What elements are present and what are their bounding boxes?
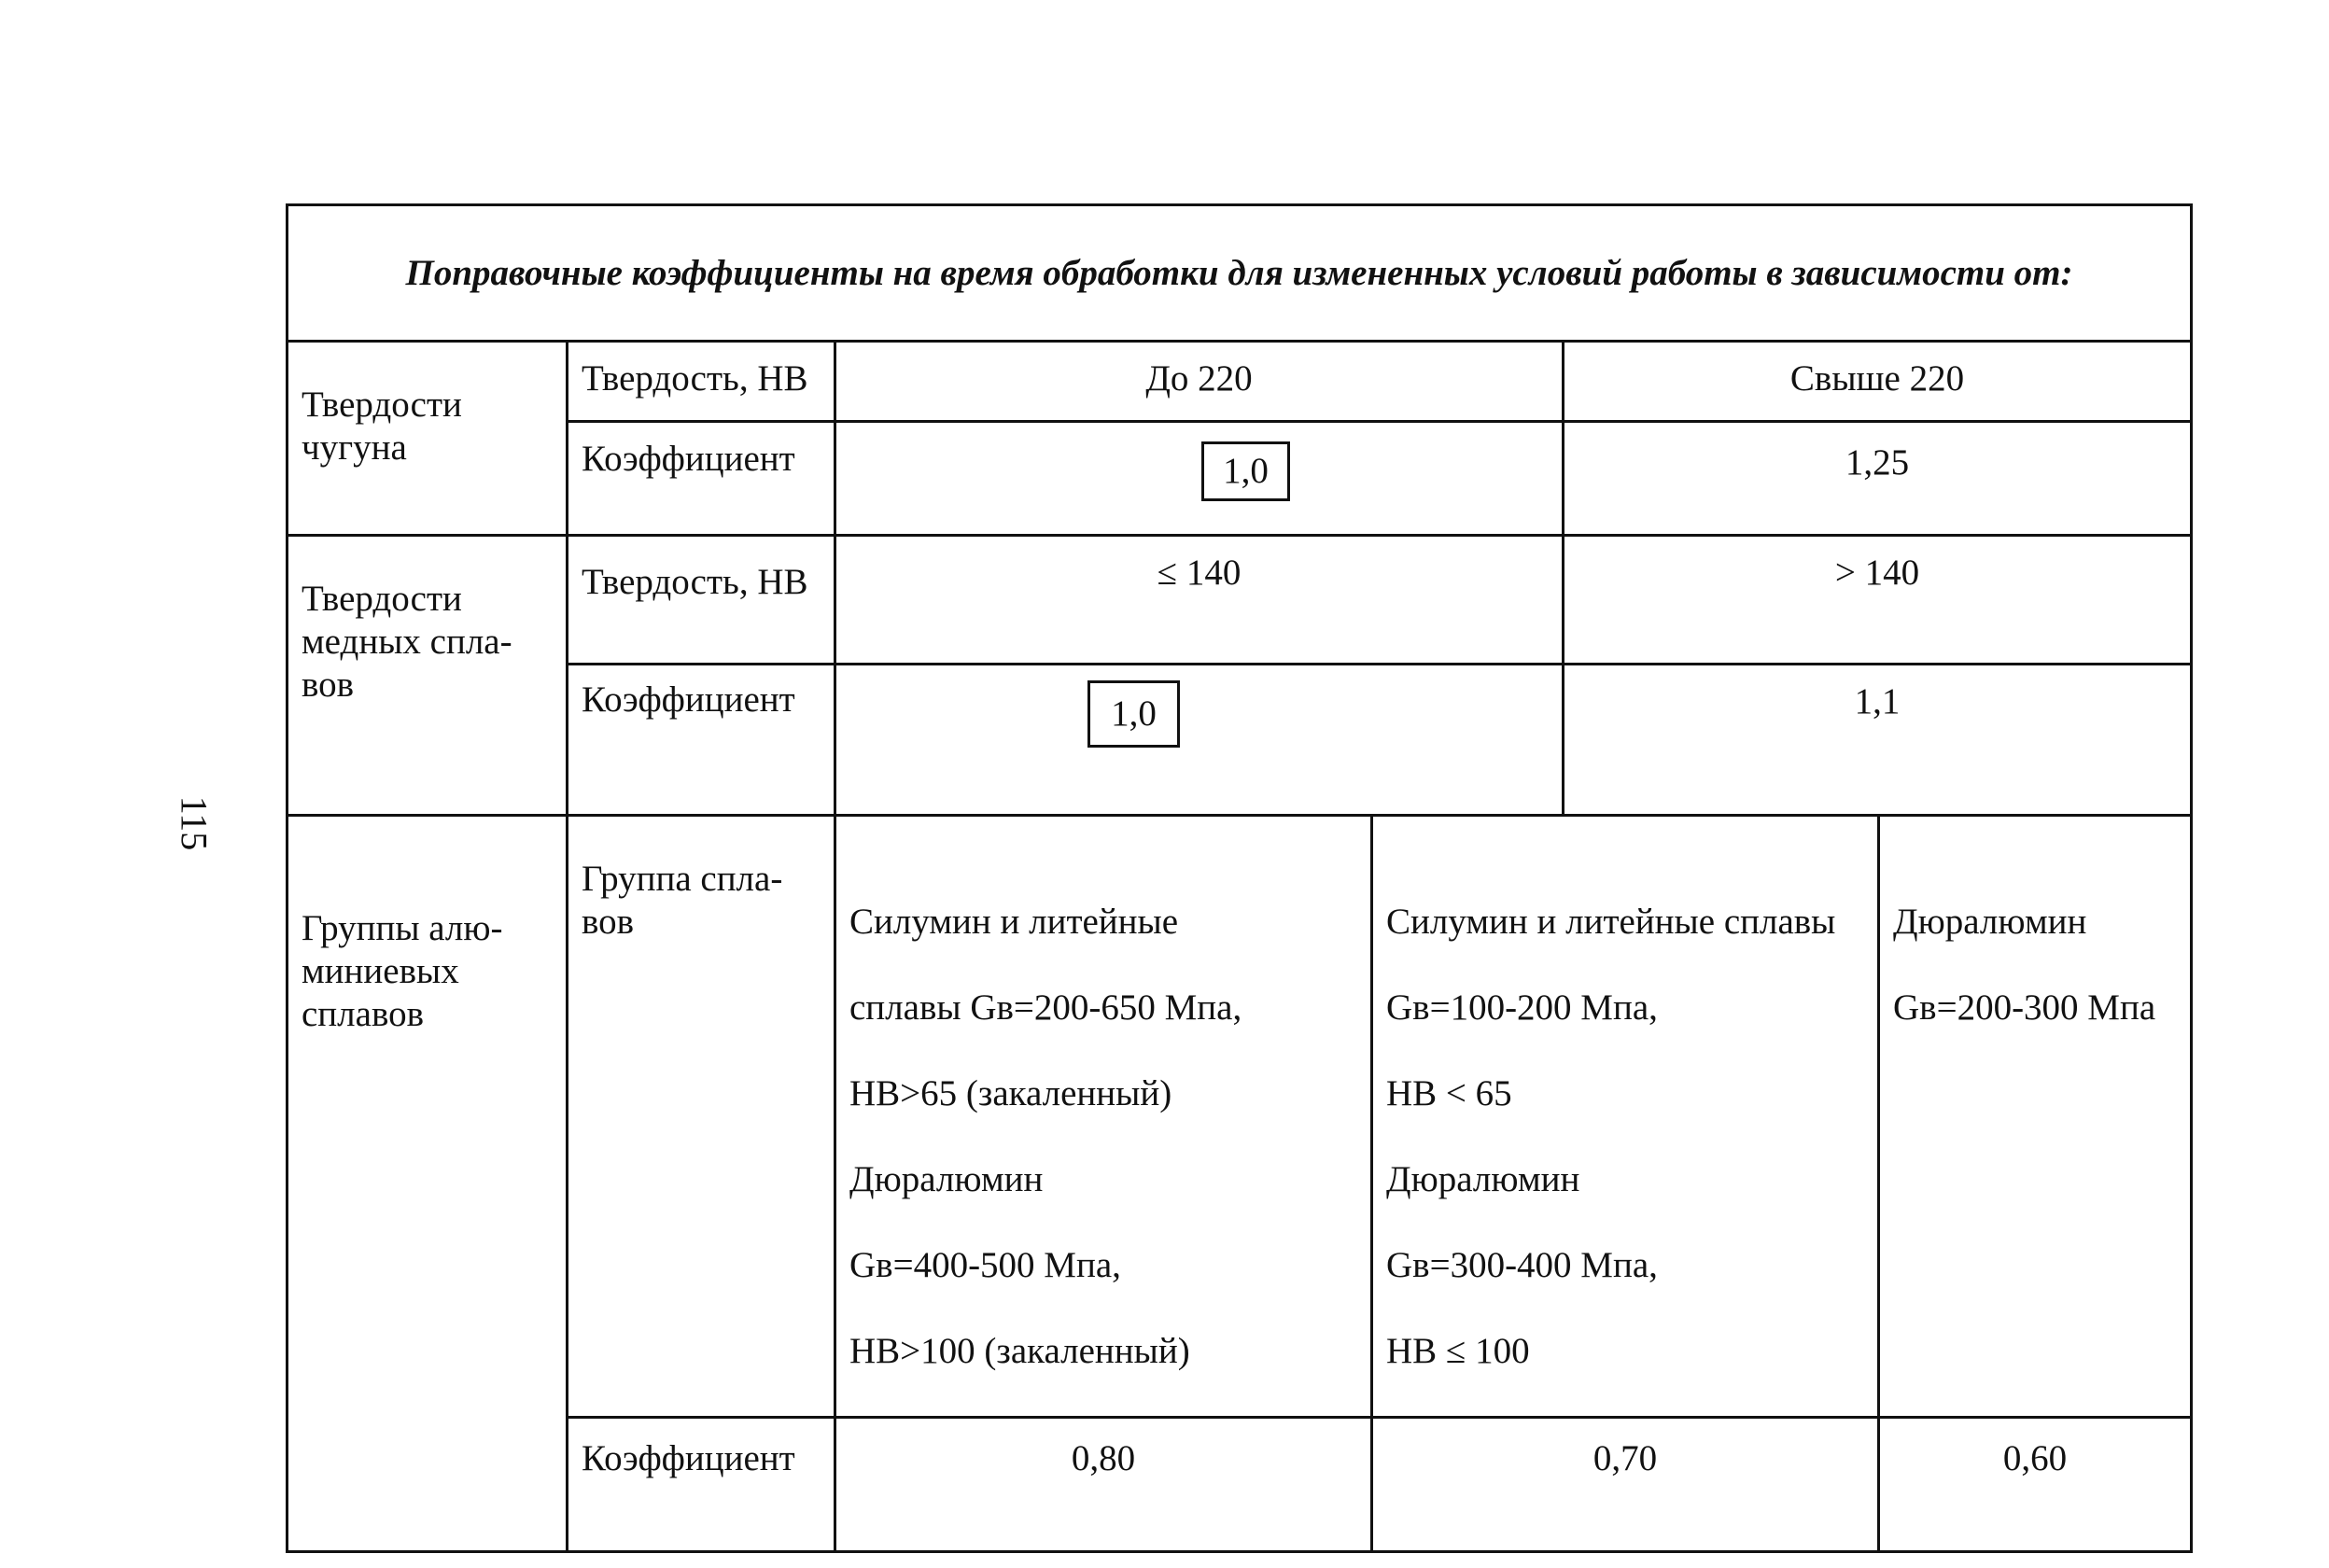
copper-hardness-col1: ≤ 140 (835, 536, 1564, 665)
aluminium-group-line2: миниевых (302, 951, 459, 991)
page-number: 115 (173, 795, 216, 851)
aluminium-group-row (288, 816, 2192, 1418)
cast-iron-coef-col2: 1,25 (1564, 422, 2192, 536)
aluminium-group-line3: сплавов (302, 994, 425, 1034)
aluminium-col3-line: Gв=200-300 Мпа (1893, 987, 2156, 1028)
aluminium-coef-row (288, 1418, 2192, 1552)
aluminium-col1-line: Gв=400-500 Мпа, (849, 1245, 1121, 1285)
title-row (288, 205, 2192, 342)
aluminium-col2-line: Дюралюмин (1386, 1159, 1580, 1199)
cast-iron-group-text: Твердости чугуна (302, 385, 462, 468)
aluminium-col2-line: НВ ≤ 100 (1386, 1331, 1530, 1371)
aluminium-coef-label: Коэффициент (568, 1418, 835, 1552)
cast-iron-hardness-label: Твердость, НВ (568, 342, 835, 422)
aluminium-col2-desc (1372, 816, 1879, 1418)
copper-coef-col1-cell (835, 665, 1564, 816)
copper-hardness-col2: > 140 (1564, 536, 2192, 665)
aluminium-col2-line: Силумин и литейные сплавы (1386, 902, 1836, 942)
copper-coef-col2: 1,1 (1564, 665, 2192, 816)
copper-group-line3: вов (302, 665, 355, 705)
table-title: Поправочные коэффициенты на время обработки для измененных условий работы в зависимости от: (288, 205, 2192, 342)
cast-iron-coef-label: Коэффициент (568, 422, 835, 536)
aluminium-col1-line: Дюралюмин (849, 1159, 1044, 1199)
aluminium-col2-line: Gв=100-200 Мпа, (1386, 987, 1658, 1028)
aluminium-coef-col1: 0,80 (835, 1418, 1372, 1552)
aluminium-coef-col2: 0,70 (1372, 1418, 1879, 1552)
coefficients-table-wrapper (286, 203, 2190, 1478)
aluminium-coef-col3: 0,60 (1879, 1418, 2192, 1552)
aluminium-col1-desc (835, 816, 1372, 1418)
aluminium-col1-line: сплавы Gв=200-650 Мпа, (849, 987, 1242, 1028)
cast-iron-group-label (288, 342, 568, 536)
aluminium-col2-line: Gв=300-400 Мпа, (1386, 1245, 1658, 1285)
aluminium-col3-line: Дюралюмин (1893, 902, 2087, 942)
copper-group-line1: Твердости (302, 579, 462, 619)
cast-iron-hardness-col1: До 220 (835, 342, 1564, 422)
copper-coef-label: Коэффициент (568, 665, 835, 816)
aluminium-col1-line: Силумин и литейные (849, 902, 1179, 942)
copper-hardness-label: Твердость, НВ (568, 536, 835, 665)
coefficients-table (286, 203, 2193, 1553)
aluminium-param-line1: Группа спла- (582, 859, 783, 899)
aluminium-group-label (288, 816, 568, 1552)
aluminium-col1-line: НВ>65 (закаленный) (849, 1073, 1172, 1113)
copper-coef-row (288, 665, 2192, 816)
aluminium-param-line2: вов (582, 902, 635, 942)
copper-coef-col1-boxed: 1,0 (1087, 680, 1180, 748)
copper-group-line2: медных спла- (302, 622, 512, 662)
copper-group-label (288, 536, 568, 816)
copper-hardness-row (288, 536, 2192, 665)
aluminium-col1-line: НВ>100 (закаленный) (849, 1331, 1190, 1371)
aluminium-col3-desc (1879, 816, 2192, 1418)
aluminium-param-label (568, 816, 835, 1418)
aluminium-col2-line: НВ < 65 (1386, 1073, 1512, 1113)
cast-iron-coef-col1-boxed: 1,0 (1201, 441, 1290, 501)
cast-iron-hardness-col2: Свыше 220 (1564, 342, 2192, 422)
cast-iron-coef-row (288, 422, 2192, 536)
aluminium-group-line1: Группы алю- (302, 908, 503, 948)
cast-iron-hardness-row (288, 342, 2192, 422)
cast-iron-coef-col1-cell (835, 422, 1564, 536)
